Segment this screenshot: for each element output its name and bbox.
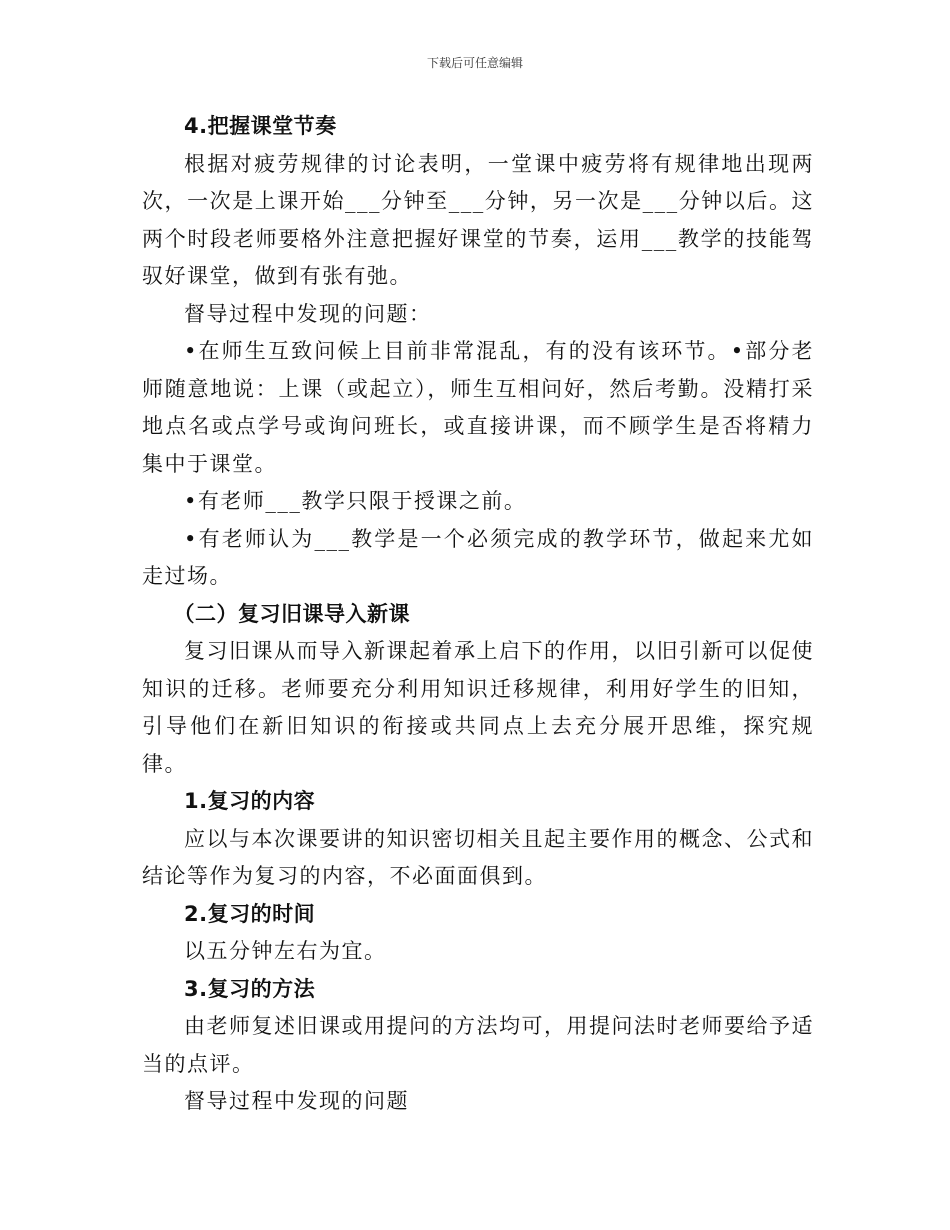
page-header: 下载后可任意编辑 — [426, 56, 523, 70]
paragraph-issue-formality: •有老师认为___教学是一个必须完成的教学环节，做起来尤如走过场。 — [142, 526, 814, 588]
document-body — [142, 108, 814, 1121]
paragraph-issues-label-2: 督导过程中发现的问题 — [184, 1089, 409, 1113]
section-heading-rhythm: 4.把握课堂节奏 — [184, 114, 337, 138]
paragraph-review-content: 应以与本次课要讲的知识密切相关且起主要作用的概念、公式和结论等作为复习的内容，不必面面俱到。 — [142, 826, 814, 888]
paragraph-review-method: 由老师复述旧课或用提问的方法均可，用提问法时老师要给予适当的点评。 — [142, 1014, 814, 1076]
subheading-review-method: 3.复习的方法 — [184, 976, 316, 1001]
paragraph-review-intro: 复习旧课从而导入新课起着承上启下的作用，以旧引新可以促使知识的迁移。老师要充分利用知识迁移规律，利用好学生的旧知，引导他们在新旧知识的衔接或共同点上去充分展开思维，探究规律。 — [142, 639, 814, 776]
paragraph-issue-before-class: •有老师___教学只限于授课之前。 — [184, 489, 527, 513]
paragraph-review-time: 以五分钟左右为宜。 — [184, 939, 387, 963]
paragraph-issue-greeting: •在师生互致问候上目前非常混乱，有的没有该环节。•部分老师随意地说：上课（或起立），师生互相问好，然后考勤。没精打采地点名或点学号或询问班长，或直接讲课，而不顾学生是否将精力集中于课堂。 — [142, 339, 814, 476]
subheading-review-content: 1.复习的内容 — [184, 789, 316, 813]
section-heading-review: （二）复习旧课导入新课 — [173, 601, 410, 626]
paragraph-issues-label: 督导过程中发现的问题： — [184, 301, 432, 326]
paragraph-fatigue: 根据对疲劳规律的讨论表明，一堂课中疲劳将有规律地出现两次，一次是上课开始___分钟至___分钟，另一次是___分钟以后。这两个时段老师要格外注意把握好课堂的节奏，运用___教学的技能驾驭好课堂，做到有张有弛。 — [142, 151, 814, 288]
subheading-review-time: 2.复习的时间 — [184, 901, 316, 926]
